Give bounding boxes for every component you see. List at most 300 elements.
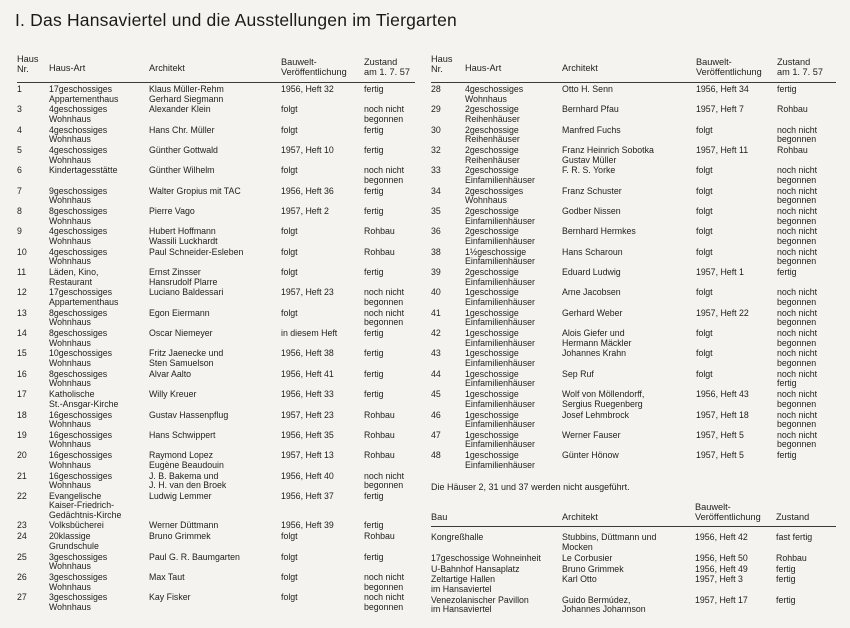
cell-bau: Kongreßhalle — [431, 533, 484, 542]
table-row — [17, 449, 415, 469]
cell-nr: 48 — [431, 451, 441, 461]
cell-zustand: fertig — [777, 451, 797, 461]
cell-zustand: fertig — [364, 369, 384, 379]
cell-zustand: noch nicht fertig — [777, 369, 818, 389]
table-row — [431, 246, 836, 266]
cell-veroeffentlichung: 1956, Heft 42 — [695, 533, 748, 542]
cell-veroeffentlichung: folgt — [696, 288, 713, 298]
table-row — [17, 519, 415, 531]
cell-architekt: Bernhard Pfau — [562, 105, 619, 115]
cell-veroeffentlichung: folgt — [281, 593, 298, 603]
cell-zustand: Rohbau — [776, 554, 807, 563]
cell-zustand: fertig — [776, 595, 796, 605]
cell-zustand: noch nicht begonnen — [777, 430, 818, 450]
cell-veroeffentlichung: 1956, Heft 38 — [281, 349, 334, 359]
cell-haus-art: 4geschossiges Wohnhaus — [465, 85, 524, 104]
cell-nr: 25 — [17, 552, 27, 562]
table-row — [17, 286, 415, 306]
cell-architekt: Fritz Jaenecke und Sten Samuelson — [149, 349, 224, 369]
table-row — [17, 185, 415, 205]
cell-zustand: noch nicht begonnen — [777, 329, 818, 348]
cell-architekt: Bernhard Hermkes — [562, 227, 636, 237]
cell-veroeffentlichung: folgt — [696, 186, 713, 196]
cell-zustand: fertig — [364, 207, 384, 217]
table-row — [17, 388, 415, 408]
exhibit-table-rows — [431, 527, 836, 615]
cell-architekt: Ernst Zinsser Hansrudolf Plarre — [149, 268, 218, 287]
cell-architekt: Paul G. R. Baumgarten — [149, 552, 240, 562]
cell-haus-art: 1geschossige Einfamilienhäuser — [465, 430, 535, 450]
cell-veroeffentlichung: 1956, Heft 41 — [281, 369, 334, 379]
cell-haus-art: 1geschossige Einfamilienhäuser — [465, 329, 535, 348]
table-row — [17, 347, 415, 367]
table-row — [431, 124, 836, 144]
cell-zustand: Rohbau — [364, 227, 395, 237]
cell-veroeffentlichung: 1957, Heft 23 — [281, 288, 334, 298]
cell-nr: 28 — [431, 85, 441, 94]
cell-haus-art: 16geschossiges Wohnhaus — [49, 451, 113, 470]
exhibit-header-state: Zustand — [776, 512, 810, 522]
cell-architekt: J. B. Bakema und J. H. van den Broek — [149, 471, 227, 491]
cell-veroeffentlichung: folgt — [281, 166, 298, 176]
cell-nr: 24 — [17, 532, 27, 542]
table-row — [17, 327, 415, 347]
header-art: Haus-Art — [49, 63, 86, 73]
cell-architekt: Le Corbusier — [562, 554, 613, 563]
table-row — [17, 368, 415, 388]
cell-architekt: Sep Ruf — [562, 369, 594, 379]
cell-nr: 43 — [431, 349, 441, 359]
cell-architekt: Hans Scharoun — [562, 247, 623, 257]
cell-zustand: noch nicht begonnen — [364, 288, 405, 308]
cell-zustand: Rohbau — [364, 532, 395, 542]
header-state: Zustand am 1. 7. 57 — [777, 57, 823, 77]
cell-haus-art: 3geschossiges Wohnhaus — [49, 573, 108, 592]
cell-veroeffentlichung: 1957, Heft 18 — [696, 410, 749, 420]
cell-architekt: Otto H. Senn — [562, 85, 613, 94]
cell-haus-art: 2geschossige Einfamilienhäuser — [465, 227, 535, 246]
cell-zustand: noch nicht begonnen — [364, 308, 405, 328]
cell-zustand: Rohbau — [364, 430, 395, 440]
cell-nr: 39 — [431, 268, 441, 278]
cell-nr: 40 — [431, 288, 441, 298]
cell-veroeffentlichung: 1956, Heft 37 — [281, 491, 334, 501]
cell-zustand: fertig — [364, 268, 384, 278]
cell-haus-art: Kindertagesstätte — [49, 166, 118, 176]
table-row — [431, 266, 836, 286]
cell-nr: 21 — [17, 471, 27, 481]
table-row — [17, 571, 415, 591]
cell-nr: 33 — [431, 166, 441, 176]
cell-architekt: Luciano Baldessari — [149, 288, 224, 298]
right-table — [431, 54, 836, 470]
cell-veroeffentlichung: 1956, Heft 32 — [281, 85, 334, 94]
cell-architekt: Gustav Hassenpflug — [149, 410, 229, 420]
cell-veroeffentlichung: folgt — [281, 532, 298, 542]
cell-architekt: Paul Schneider-Esleben — [149, 247, 244, 257]
cell-veroeffentlichung: folgt — [696, 349, 713, 359]
cell-veroeffentlichung: 1957, Heft 1 — [696, 268, 744, 278]
cell-zustand: noch nicht begonnen — [777, 349, 818, 369]
cell-veroeffentlichung: folgt — [281, 105, 298, 115]
table-row — [431, 225, 836, 245]
cell-veroeffentlichung: 1956, Heft 43 — [696, 390, 749, 400]
cell-veroeffentlichung: 1956, Heft 34 — [696, 85, 749, 94]
table-row — [17, 246, 415, 266]
table-row — [17, 83, 415, 103]
cell-architekt: Alvar Aalto — [149, 369, 192, 379]
exhibit-table-header — [431, 500, 836, 527]
header-pub: Bauwelt- Veröffentlichung — [696, 57, 762, 77]
cell-zustand: noch nicht begonnen — [777, 125, 818, 145]
cell-bau: Zeltartige Hallen im Hansaviertel — [431, 575, 496, 594]
cell-zustand: noch nicht begonnen — [777, 308, 818, 328]
cell-zustand: Rohbau — [777, 146, 808, 156]
cell-architekt: Pierre Vago — [149, 207, 195, 217]
cell-zustand: fast fertig — [776, 533, 813, 542]
cell-architekt: Raymond Lopez Eugène Beaudouin — [149, 451, 224, 470]
cell-nr: 32 — [431, 146, 441, 156]
cell-architekt: Ludwig Lemmer — [149, 491, 212, 501]
cell-zustand: noch nicht begonnen — [777, 227, 818, 246]
cell-veroeffentlichung: 1956, Heft 49 — [695, 564, 748, 574]
cell-architekt: Josef Lehmbrock — [562, 410, 629, 420]
cell-zustand: noch nicht begonnen — [777, 207, 818, 226]
left-table-rows — [17, 83, 415, 612]
cell-veroeffentlichung: 1957, Heft 7 — [696, 105, 744, 115]
cell-veroeffentlichung: folgt — [696, 247, 713, 257]
exhibit-header-arch: Architekt — [562, 512, 598, 522]
table-row — [431, 307, 836, 327]
cell-zustand: Rohbau — [364, 451, 395, 461]
cell-haus-art: 3geschossiges Wohnhaus — [49, 552, 108, 572]
cell-veroeffentlichung: 1956, Heft 33 — [281, 390, 334, 400]
cell-architekt: Franz Schuster — [562, 186, 622, 196]
cell-architekt: Oscar Niemeyer — [149, 329, 213, 339]
table-row — [17, 551, 415, 571]
cell-veroeffentlichung: folgt — [696, 369, 713, 379]
cell-veroeffentlichung: 1957, Heft 22 — [696, 308, 749, 318]
cell-haus-art: 4geschossiges Wohnhaus — [49, 146, 108, 165]
cell-zustand: Rohbau — [364, 247, 395, 257]
cell-veroeffentlichung: folgt — [281, 308, 298, 318]
cell-haus-art: 2geschossige Einfamilienhäuser — [465, 268, 535, 287]
table-row — [17, 124, 415, 144]
cell-haus-art: 20klassige Grundschule — [49, 532, 99, 551]
cell-veroeffentlichung: folgt — [281, 247, 298, 257]
cell-nr: 26 — [17, 573, 27, 583]
table-row — [17, 144, 415, 164]
table-row — [431, 103, 836, 123]
cell-architekt: Willy Kreuer — [149, 390, 197, 400]
cell-zustand: fertig — [364, 491, 384, 501]
cell-haus-art: 1geschossige Einfamilienhäuser — [465, 410, 535, 430]
cell-nr: 36 — [431, 227, 441, 237]
cell-zustand: noch nicht begonnen — [364, 471, 405, 491]
cell-zustand: fertig — [776, 575, 796, 584]
cell-architekt: Johannes Krahn — [562, 349, 627, 359]
table-row — [431, 409, 836, 429]
cell-haus-art: 2geschossige Reihenhäuser — [465, 146, 520, 165]
table-row — [431, 449, 836, 469]
page-title: I. Das Hansaviertel und die Ausstellungen im Tiergarten — [15, 10, 457, 30]
cell-nr: 22 — [17, 491, 27, 501]
table-row — [17, 307, 415, 327]
cell-nr: 30 — [431, 125, 441, 135]
header-pub: Bauwelt- Veröffentlichung — [281, 57, 347, 77]
table-row — [17, 530, 415, 550]
cell-architekt: Günter Hönow — [562, 451, 619, 461]
cell-nr: 10 — [17, 247, 27, 257]
cell-nr: 19 — [17, 430, 27, 440]
cell-nr: 4 — [17, 125, 22, 135]
cell-veroeffentlichung: 1956, Heft 36 — [281, 186, 334, 196]
table-row — [431, 368, 836, 388]
header-arch: Architekt — [562, 63, 598, 73]
table-row — [17, 429, 415, 449]
cell-architekt: Walter Gropius mit TAC — [149, 186, 241, 196]
cell-architekt: Godber Nissen — [562, 207, 621, 217]
cell-architekt: Günther Wilhelm — [149, 166, 215, 176]
cell-architekt: Alois Giefer und Hermann Mäckler — [562, 329, 632, 348]
table-row — [17, 409, 415, 429]
table-row — [17, 164, 415, 184]
cell-nr: 35 — [431, 207, 441, 217]
cell-haus-art: 4geschossiges Wohnhaus — [49, 125, 108, 145]
header-arch: Architekt — [149, 63, 185, 73]
table-row — [431, 144, 836, 164]
cell-veroeffentlichung: 1957, Heft 11 — [696, 146, 749, 156]
cell-nr: 47 — [431, 430, 441, 440]
table-row — [431, 552, 836, 563]
cell-nr: 29 — [431, 105, 441, 115]
cell-haus-art: 8geschossiges Wohnhaus — [49, 308, 108, 328]
table-row — [431, 594, 836, 615]
cell-zustand: Rohbau — [777, 105, 808, 115]
table-row — [431, 185, 836, 205]
cell-veroeffentlichung: 1956, Heft 35 — [281, 430, 334, 440]
cell-zustand: fertig — [364, 520, 384, 530]
cell-zustand: noch nicht begonnen — [777, 186, 818, 206]
cell-haus-art: 2geschossige Reihenhäuser — [465, 125, 520, 145]
cell-haus-art: 3geschossiges Wohnhaus — [49, 593, 108, 612]
cell-nr: 15 — [17, 349, 27, 359]
cell-nr: 16 — [17, 369, 27, 379]
table-row — [17, 205, 415, 225]
cell-haus-art: 2geschossige Einfamilienhäuser — [465, 166, 535, 185]
cell-architekt: F. R. S. Yorke — [562, 166, 616, 176]
table-row — [17, 490, 415, 519]
cell-zustand: fertig — [364, 329, 384, 339]
left-table — [17, 54, 415, 612]
cell-nr: 11 — [17, 268, 27, 278]
cell-architekt: Franz Heinrich Sobotka Gustav Müller — [562, 146, 654, 165]
cell-nr: 18 — [17, 410, 27, 420]
cell-architekt: Gerhard Weber — [562, 308, 623, 318]
cell-nr: 17 — [17, 390, 27, 400]
cell-veroeffentlichung: 1957, Heft 3 — [695, 575, 743, 584]
cell-haus-art: 16geschossiges Wohnhaus — [49, 471, 113, 491]
cell-zustand: noch nicht begonnen — [777, 390, 818, 409]
cell-architekt: Werner Fauser — [562, 430, 621, 440]
cell-haus-art: 16geschossiges Wohnhaus — [49, 430, 113, 450]
header-nr: Haus Nr. — [431, 54, 453, 74]
cell-haus-art: 1geschossige Einfamilienhäuser — [465, 349, 535, 369]
cell-architekt: Karl Otto — [562, 575, 597, 584]
cell-haus-art: Katholische St.-Ansgar-Kirche — [49, 390, 119, 409]
cell-veroeffentlichung: 1957, Heft 5 — [696, 430, 744, 440]
cell-veroeffentlichung: 1957, Heft 17 — [695, 595, 748, 605]
cell-zustand: noch nicht begonnen — [364, 105, 405, 124]
table-row — [431, 347, 836, 367]
cell-zustand: fertig — [777, 268, 797, 278]
cell-haus-art: 4geschossiges Wohnhaus — [49, 227, 108, 246]
cell-architekt: Günther Gottwald — [149, 146, 218, 156]
cell-zustand: noch nicht begonnen — [777, 410, 818, 430]
cell-bau: U-Bahnhof Hansaplatz — [431, 564, 520, 574]
cell-veroeffentlichung: folgt — [281, 552, 298, 562]
header-nr: Haus Nr. — [17, 54, 39, 74]
cell-zustand: fertig — [364, 349, 384, 359]
cell-haus-art: Evangelische Kaiser-Friedrich- Gedächtnis-Kirche — [49, 491, 122, 521]
cell-architekt: Klaus Müller-Rehm Gerhard Siegmann — [149, 85, 224, 104]
cell-haus-art: 1geschossige Einfamilienhäuser — [465, 288, 535, 308]
cell-veroeffentlichung: 1957, Heft 5 — [696, 451, 744, 461]
cell-nr: 12 — [17, 288, 27, 298]
cell-haus-art: 2geschossige Einfamilienhäuser — [465, 207, 535, 226]
cell-veroeffentlichung: folgt — [696, 207, 713, 217]
cell-nr: 42 — [431, 329, 441, 339]
table-row — [17, 225, 415, 245]
cell-haus-art: 8geschossiges Wohnhaus — [49, 369, 108, 389]
header-art: Haus-Art — [465, 63, 502, 73]
cell-zustand: noch nicht begonnen — [364, 166, 405, 185]
omitted-houses-note: Die Häuser 2, 31 und 37 werden nicht ausgeführt. — [431, 482, 630, 492]
cell-veroeffentlichung: folgt — [696, 227, 713, 237]
cell-veroeffentlichung: 1957, Heft 10 — [281, 146, 334, 156]
cell-architekt: Kay Fisker — [149, 593, 191, 603]
cell-veroeffentlichung: 1956, Heft 50 — [695, 554, 748, 563]
cell-haus-art: 17geschossiges Appartementhaus — [49, 288, 119, 308]
cell-haus-art: 1geschossige Einfamilienhäuser — [465, 451, 535, 470]
cell-nr: 1 — [17, 85, 22, 94]
cell-zustand: fertig — [777, 85, 797, 94]
cell-haus-art: Volksbücherei — [49, 520, 104, 530]
cell-nr: 44 — [431, 369, 441, 379]
cell-architekt: Stubbins, Düttmann und Mocken — [562, 533, 657, 552]
cell-nr: 38 — [431, 247, 441, 257]
exhibit-table — [431, 500, 836, 615]
cell-haus-art: 16geschossiges Wohnhaus — [49, 410, 113, 430]
table-row — [431, 573, 836, 594]
cell-nr: 46 — [431, 410, 441, 420]
cell-architekt: Bruno Grimmek — [149, 532, 211, 542]
left-table-header — [17, 54, 415, 83]
cell-veroeffentlichung: folgt — [696, 329, 713, 339]
cell-architekt: Wolf von Möllendorff, Sergius Ruegenberg — [562, 390, 645, 409]
cell-architekt: Guido Bermúdez, Johannes Johannson — [562, 595, 646, 615]
cell-zustand: fertig — [364, 146, 384, 156]
cell-bau: 17geschossige Wohneinheit — [431, 554, 541, 563]
cell-haus-art: 8geschossiges Wohnhaus — [49, 329, 108, 348]
cell-haus-art: 4geschossiges Wohnhaus — [49, 247, 108, 267]
cell-nr: 27 — [17, 593, 27, 603]
table-row — [431, 83, 836, 103]
cell-veroeffentlichung: in diesem Heft — [281, 329, 338, 339]
cell-zustand: fertig — [364, 390, 384, 400]
cell-nr: 23 — [17, 520, 27, 530]
cell-nr: 3 — [17, 105, 22, 115]
cell-architekt: Alexander Klein — [149, 105, 211, 115]
cell-veroeffentlichung: folgt — [696, 125, 713, 135]
cell-haus-art: 9geschossiges Wohnhaus — [49, 186, 108, 206]
cell-veroeffentlichung: 1957, Heft 2 — [281, 207, 329, 217]
cell-haus-art: 2geschossiges Wohnhaus — [465, 186, 524, 206]
cell-nr: 20 — [17, 451, 27, 461]
header-state: Zustand am 1. 7. 57 — [364, 57, 410, 77]
cell-zustand: fertig — [364, 186, 384, 196]
cell-haus-art: 4geschossiges Wohnhaus — [49, 105, 108, 124]
cell-nr: 5 — [17, 146, 22, 156]
table-row — [431, 563, 836, 574]
cell-zustand: noch nicht begonnen — [364, 593, 405, 612]
cell-zustand: Rohbau — [364, 410, 395, 420]
table-row — [17, 470, 415, 490]
cell-architekt: Arne Jacobsen — [562, 288, 621, 298]
exhibit-header-bau: Bau — [431, 512, 448, 522]
cell-nr: 13 — [17, 308, 27, 318]
cell-architekt: Werner Düttmann — [149, 520, 219, 530]
cell-nr: 7 — [17, 186, 22, 196]
table-row — [431, 205, 836, 225]
table-row — [17, 591, 415, 611]
cell-zustand: fertig — [364, 125, 384, 135]
cell-architekt: Hans Schwippert — [149, 430, 216, 440]
cell-architekt: Bruno Grimmek — [562, 564, 624, 574]
cell-haus-art: 1½geschossige Einfamilienhäuser — [465, 247, 535, 267]
cell-architekt: Manfred Fuchs — [562, 125, 621, 135]
table-row — [431, 429, 836, 449]
cell-nr: 34 — [431, 186, 441, 196]
cell-haus-art: 10geschossiges Wohnhaus — [49, 349, 113, 369]
cell-nr: 45 — [431, 390, 441, 400]
table-row — [431, 164, 836, 184]
cell-zustand: fertig — [364, 552, 384, 562]
table-row — [17, 266, 415, 286]
cell-haus-art: 8geschossiges Wohnhaus — [49, 207, 108, 226]
cell-nr: 8 — [17, 207, 22, 217]
exhibit-header-pub: Bauwelt- Veröffentlichung — [695, 502, 761, 522]
cell-haus-art: 1geschossige Einfamilienhäuser — [465, 369, 535, 389]
cell-zustand: noch nicht begonnen — [777, 288, 818, 308]
cell-zustand: noch nicht begonnen — [777, 166, 818, 185]
cell-zustand: fertig — [364, 85, 384, 94]
cell-haus-art: 17geschossiges Appartementhaus — [49, 85, 119, 104]
cell-veroeffentlichung: 1957, Heft 23 — [281, 410, 334, 420]
cell-veroeffentlichung: 1956, Heft 40 — [281, 471, 334, 481]
cell-architekt: Eduard Ludwig — [562, 268, 621, 278]
cell-nr: 9 — [17, 227, 22, 237]
cell-nr: 14 — [17, 329, 27, 339]
cell-nr: 6 — [17, 166, 22, 176]
cell-nr: 41 — [431, 308, 441, 318]
cell-architekt: Hans Chr. Müller — [149, 125, 215, 135]
cell-haus-art: Läden, Kino, Restaurant — [49, 268, 99, 287]
cell-veroeffentlichung: folgt — [281, 268, 298, 278]
cell-veroeffentlichung: folgt — [281, 573, 298, 583]
cell-veroeffentlichung: 1957, Heft 13 — [281, 451, 334, 461]
cell-haus-art: 1geschossige Einfamilienhäuser — [465, 390, 535, 409]
